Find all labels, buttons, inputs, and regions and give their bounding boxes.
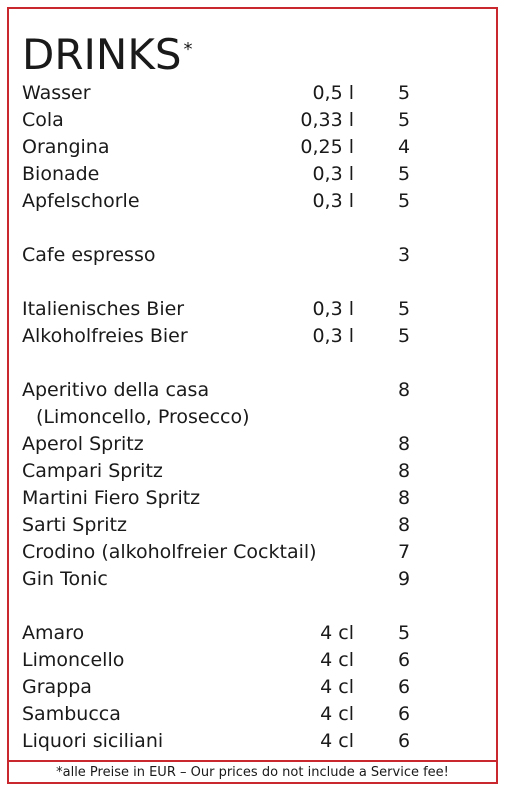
menu-item-wasser <box>22 80 422 107</box>
item-name: Alkoholfreies Bier <box>22 325 188 347</box>
menu-item-aperitivo <box>22 377 422 404</box>
item-name: Limoncello <box>22 649 125 671</box>
item-volume: 0,3 l <box>312 325 354 347</box>
item-price: 6 <box>398 703 411 725</box>
item-name: Crodino (alkoholfreier Cocktail) <box>22 541 317 563</box>
item-price: 4 <box>398 136 411 158</box>
item-volume: 0,33 l <box>300 109 354 131</box>
item-name: Martini Fiero Spritz <box>22 487 201 509</box>
item-volume: 0,25 l <box>300 136 354 158</box>
item-price: 5 <box>398 325 411 347</box>
menu-item-amaro <box>22 620 422 647</box>
item-price: 8 <box>398 514 411 536</box>
item-price: 8 <box>398 487 411 509</box>
item-volume: 0,3 l <box>312 163 354 185</box>
menu-item-apfelschorle <box>22 188 422 215</box>
item-price: 8 <box>398 433 411 455</box>
menu-item-crodino <box>22 539 422 566</box>
menu-item-cafe-espresso <box>22 242 422 269</box>
menu-item-aperitivo-note <box>22 404 422 431</box>
item-price: 5 <box>398 190 411 212</box>
item-name: Campari Spritz <box>22 460 163 482</box>
menu-item-sambucca <box>22 701 422 728</box>
menu-item-orangina <box>22 134 422 161</box>
menu-item-italienisches-bier <box>22 296 422 323</box>
item-name: Cafe espresso <box>22 244 156 266</box>
item-price: 5 <box>398 82 411 104</box>
item-name: Italienisches Bier <box>22 298 185 320</box>
item-price: 7 <box>398 541 411 563</box>
menu-item-gin-tonic <box>22 566 422 593</box>
item-price: 6 <box>398 676 411 698</box>
item-name: Orangina <box>22 136 110 158</box>
menu-item-grappa <box>22 674 422 701</box>
item-volume: 0,3 l <box>312 298 354 320</box>
menu-item-sarti-spritz <box>22 512 422 539</box>
item-volume: 0,5 l <box>312 82 354 104</box>
menu-item-limoncello <box>22 647 422 674</box>
item-price: 5 <box>398 298 411 320</box>
item-volume: 4 cl <box>320 676 354 698</box>
menu-item-martini-fiero-spritz <box>22 485 422 512</box>
item-name: Liquori siciliani <box>22 730 164 752</box>
item-price: 8 <box>398 379 411 401</box>
item-name: Cola <box>22 109 64 131</box>
item-name: Wasser <box>22 82 91 104</box>
menu-item-alkoholfreies-bier <box>22 323 422 350</box>
item-price: 9 <box>398 568 411 590</box>
item-name: Bionade <box>22 163 100 185</box>
item-price: 8 <box>398 460 411 482</box>
item-name: Aperitivo della casa <box>22 379 210 401</box>
item-name: Gin Tonic <box>22 568 108 590</box>
item-price: 6 <box>398 649 411 671</box>
menu-title-text: DRINKS <box>22 30 182 79</box>
item-note: (Limoncello, Prosecco) <box>36 406 250 428</box>
item-name: Amaro <box>22 622 85 644</box>
item-price: 3 <box>398 244 411 266</box>
item-name: Sambucca <box>22 703 121 725</box>
item-volume: 4 cl <box>320 730 354 752</box>
item-volume: 4 cl <box>320 703 354 725</box>
item-volume: 4 cl <box>320 649 354 671</box>
item-volume: 0,3 l <box>312 190 354 212</box>
item-price: 5 <box>398 109 411 131</box>
item-price: 5 <box>398 163 411 185</box>
item-price: 5 <box>398 622 411 644</box>
item-name: Grappa <box>22 676 92 698</box>
menu-title-asterisk: * <box>183 39 193 60</box>
menu-item-campari-spritz <box>22 458 422 485</box>
menu-item-bionade <box>22 161 422 188</box>
price-footnote: *alle Preise in EUR – Our prices do not include a Service fee! <box>7 760 498 784</box>
item-price: 6 <box>398 730 411 752</box>
item-name: Apfelschorle <box>22 190 140 212</box>
item-volume: 4 cl <box>320 622 354 644</box>
item-name: Aperol Spritz <box>22 433 144 455</box>
menu-item-aperol-spritz <box>22 431 422 458</box>
item-name: Sarti Spritz <box>22 514 127 536</box>
menu-item-liquori-siciliani <box>22 728 422 755</box>
menu-item-cola <box>22 107 422 134</box>
